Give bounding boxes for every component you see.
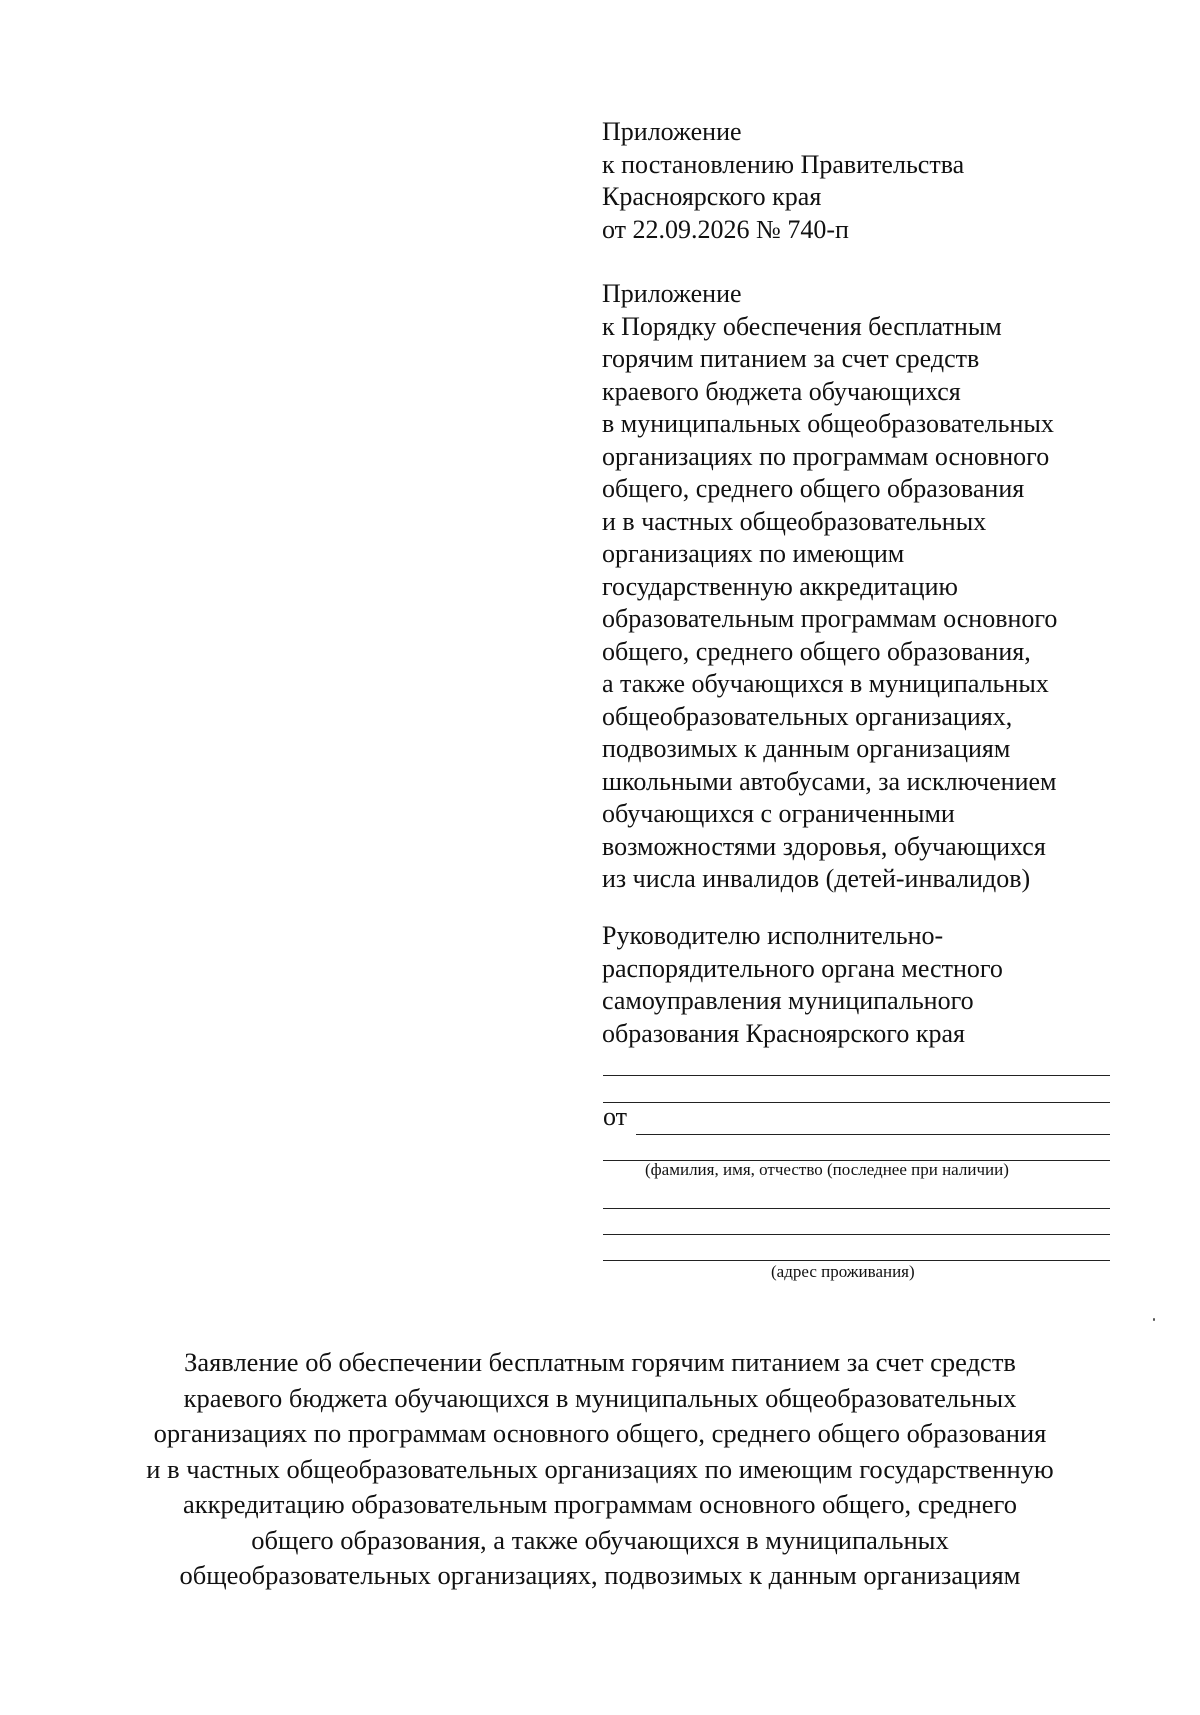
appendix-line: образовательным программам основного — [602, 604, 1058, 633]
appendix-line: Красноярского края — [602, 182, 822, 211]
appendix-line: Приложение — [602, 279, 742, 308]
from-blank-line[interactable] — [636, 1134, 1110, 1135]
appendix-line: общего, среднего общего образования — [602, 474, 1025, 503]
appendix-procedure — [602, 278, 1122, 896]
appendix-line: общеобразовательных организациях, — [602, 701, 1013, 731]
appendix-line: краевого бюджета обучающихся — [602, 376, 961, 406]
statement-title — [60, 1345, 1140, 1594]
appendix-line: организациях по программам основного — [602, 441, 1050, 471]
appendix-government-resolution — [602, 116, 1122, 246]
address-blank-line[interactable] — [603, 1234, 1110, 1235]
addressee-blank-line[interactable] — [603, 1102, 1110, 1103]
appendix-line: к Порядку обеспечения бесплатным — [602, 311, 1002, 341]
appendix-line: организациях по имеющим — [602, 539, 905, 568]
address-blank-line[interactable] — [603, 1208, 1110, 1209]
addressee-line: Руководителю исполнительно- — [602, 921, 944, 950]
statement-line: организациях по программам основного общего, среднего общего образования — [153, 1418, 1047, 1448]
statement-line: и в частных общеобразовательных организациях по имеющим государственную — [146, 1453, 1054, 1484]
addressee-blank-line[interactable] — [603, 1075, 1110, 1076]
statement-line: Заявление об обеспечении бесплатным горячим питанием за счет средств — [184, 1347, 1016, 1377]
addressee-line: образования Красноярского края — [602, 1018, 965, 1048]
fio-caption: (фамилия, имя, отчество (последнее при наличии) — [645, 1160, 1009, 1179]
appendix-line: из числа инвалидов (детей-инвалидов) — [602, 864, 1031, 893]
statement-line: общеобразовательных организациях, подвозимых к данным организациям — [179, 1560, 1021, 1590]
appendix-line: в муниципальных общеобразовательных — [602, 409, 1054, 438]
from-label: от — [603, 1102, 628, 1131]
addressee-block — [602, 920, 1122, 1050]
appendix-line: школьными автобусами, за исключением — [602, 766, 1057, 796]
appendix-line: и в частных общеобразовательных — [602, 506, 987, 536]
appendix-line: горячим питанием за счет средств — [602, 344, 980, 373]
appendix-line: от 22.09.2026 № 740-п — [602, 214, 849, 244]
appendix-line: общего, среднего общего образования, — [602, 636, 1031, 666]
statement-line: краевого бюджета обучающихся в муниципальных общеобразовательных — [183, 1382, 1017, 1413]
appendix-line: Приложение — [602, 117, 742, 146]
address-blank-line[interactable] — [603, 1260, 1110, 1261]
statement-line: аккредитацию образовательным программам основного общего, среднего — [183, 1489, 1017, 1519]
addressee-line: распорядительного органа местного — [602, 953, 1003, 983]
appendix-line: а также обучающихся в муниципальных — [602, 669, 1049, 698]
appendix-line: к постановлению Правительства — [602, 149, 965, 179]
addressee-line: самоуправления муниципального — [602, 986, 974, 1015]
scan-speck — [1153, 1318, 1155, 1321]
appendix-line: подвозимых к данным организациям — [602, 734, 1011, 763]
statement-line: общего образования, а также обучающихся в муниципальных — [251, 1524, 949, 1555]
appendix-line: обучающихся с ограниченными — [602, 799, 955, 828]
appendix-line: возможностями здоровья, обучающихся — [602, 831, 1046, 861]
address-caption: (адрес проживания) — [771, 1262, 915, 1281]
appendix-line: государственную аккредитацию — [602, 571, 958, 601]
